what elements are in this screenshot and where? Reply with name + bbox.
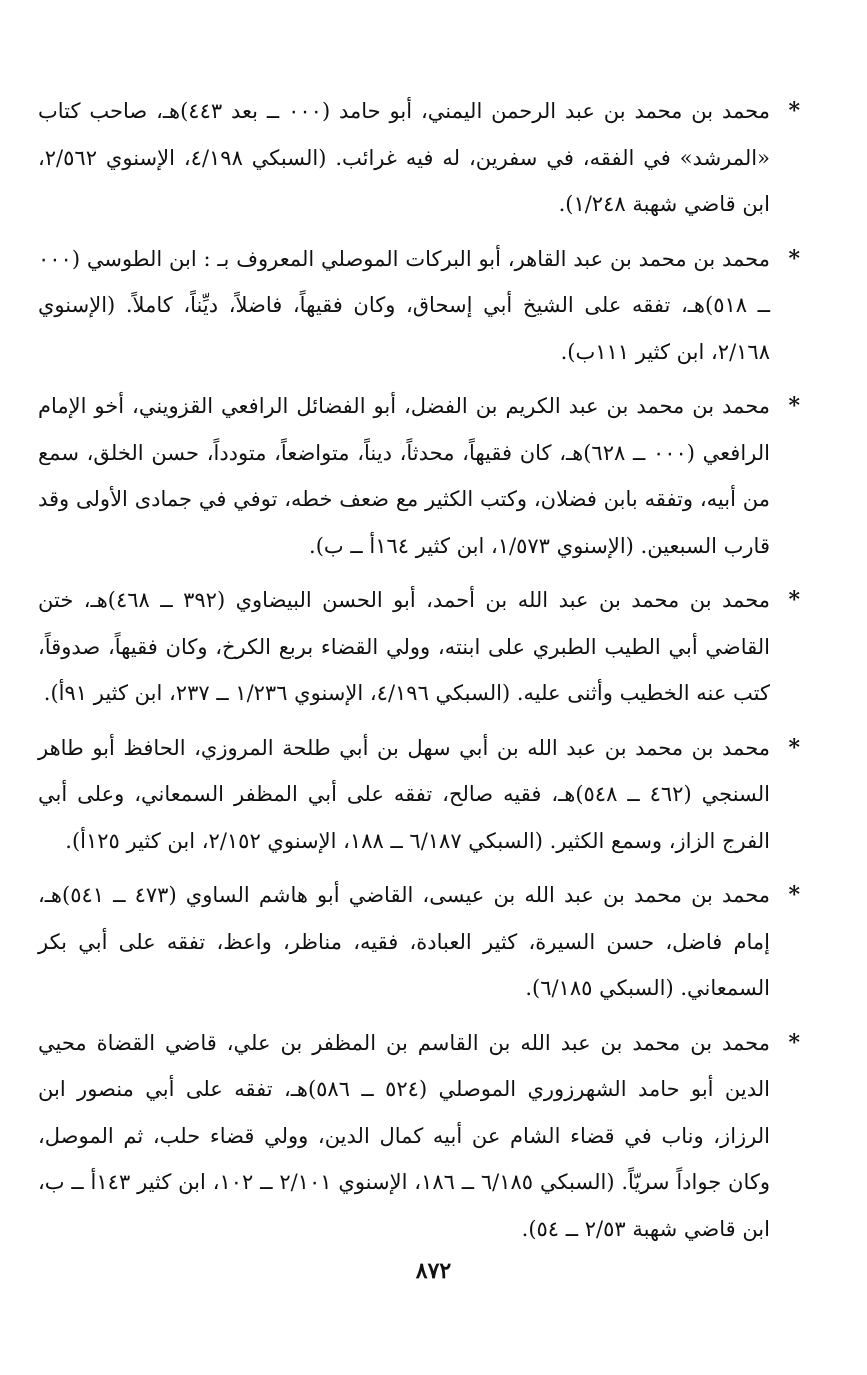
biography-entry-7 (38, 1020, 798, 1253)
biography-entry-4 (38, 577, 798, 717)
entry-marker: * (788, 393, 800, 419)
entry-text: محمد بن محمد بن عبد الله بن القاسم بن المظفر بن علي، قاضي القضاة محيي الدين أبو حامد الشهرزوري الموصلي (٥٢٤ ــ ٥٨٦)هـ، تفقه على أبي منصور ابن الرزاز، وناب في قضاء الشام عن أبيه كمال الدين، وولي قضاء حلب، ثم الموصل، وكان جواداً سريّاً. (السبكي ٦/١٨٥ ــ ١٨٦، الإسنوي ٢/١٠١ ــ ١٠٢، ابن كثير ١٤٣أ ــ ب، ابن قاضي شهبة ٢/٥٣ ــ ٥٤). (38, 1030, 770, 1241)
entry-marker: * (788, 98, 800, 124)
entry-marker: * (788, 587, 800, 613)
entry-text: محمد بن محمد بن عبد الله بن أبي سهل بن أبي طلحة المروزي، الحافظ أبو طاهر السنجي (٤٦٢ ــ ٥٤٨)هـ، فقيه صالح، تفقه على أبي المظفر السمعاني، وعلى أبي الفرج الزاز، وسمع الكثير. (السبكي ٦/١٨٧ ــ ١٨٨، الإسنوي ٢/١٥٢، ابن كثير ١٢٥أ). (38, 735, 770, 853)
page-number: ٨٧٢ (415, 1258, 452, 1284)
entry-marker: * (788, 734, 800, 761)
biography-entry-1 (38, 88, 798, 228)
biography-entry-6 (38, 872, 798, 1012)
biography-entry-2 (38, 236, 798, 376)
entry-marker: * (788, 245, 800, 272)
entry-text: محمد بن محمد بن عبد الله بن أحمد، أبو الحسن البيضاوي (٣٩٢ ــ ٤٦٨)هـ، ختن القاضي أبي الطيب الطبري على ابنته، وولي القضاء بربع الكرخ، وكان فقيهاً، صدوقاً، كتب عنه الخطيب وأثنى عليه. (السبكي ٤/١٩٦، الإسنوي ١/٢٣٦ ــ ٢٣٧، ابن كثير ٩١أ). (38, 588, 770, 705)
entry-marker: * (788, 882, 800, 908)
page-body (38, 88, 798, 1260)
entry-text: محمد بن محمد بن عبد الرحمن اليمني، أبو حامد (٠٠٠ ــ بعد ٤٤٣)هـ، صاحب كتاب «المرشد» في الفقه، في سفرين، له فيه غرائب. (السبكي ٤/١٩٨، الإسنوي ٢/٥٦٢، ابن قاضي شهبة ١/٢٤٨). (38, 99, 770, 216)
biography-entry-3 (38, 383, 798, 569)
entry-text: محمد بن محمد بن عبد الله بن عيسى، القاضي أبو هاشم الساوي (٤٧٣ ــ ٥٤١)هـ، إمام فاضل، حسن السيرة، كثير العبادة، فقيه، مناظر، واعظ، تفقه على أبي بكر السمعاني. (السبكي ٦/١٨٥). (38, 883, 771, 1000)
entry-text: محمد بن محمد بن عبد القاهر، أبو البركات الموصلي المعروف بـ : ابن الطوسي (٠٠٠ ــ ٥١٨)هـ، تفقه على الشيخ أبي إسحاق، وكان فقيهاً، فاضلاً، ديِّناً، كاملاً. (الإسنوي ٢/١٦٨، ابن كثير ١١١ب). (38, 246, 770, 364)
biography-entry-5 (38, 725, 798, 865)
entry-text: محمد بن محمد بن عبد الكريم بن الفضل، أبو الفضائل الرافعي القزويني، أخو الإمام الرافعي (٠٠٠ ــ ٦٢٨)هـ، كان فقيهاً، محدثاً، ديناً، متواضعاً، متودداً، حسن الخلق، سمع من أبيه، وتفقه بابن فضلان، وكتب الكثير مع ضعف خطه، توفي في جمادى الأولى وقد قارب السبعين. (الإسنوي ١/٥٧٣، ابن كثير ١٦٤أ ــ ب). (38, 394, 771, 558)
entry-marker: * (788, 1029, 800, 1056)
